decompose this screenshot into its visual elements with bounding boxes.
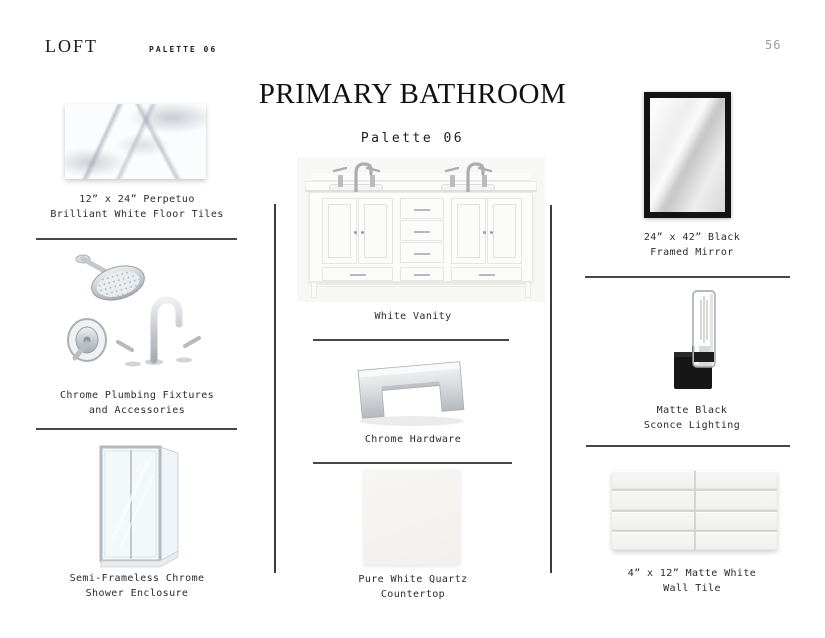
center-divider-1 — [313, 339, 509, 341]
page-number: 56 — [765, 38, 782, 52]
plumbing-caption — [26, 388, 248, 418]
wall-tile-cell — [612, 471, 694, 489]
vanity-faucet-right-icon — [436, 157, 500, 195]
sconce-light-image — [668, 288, 726, 392]
vanity-caption — [303, 309, 523, 324]
hardware-caption — [303, 432, 523, 447]
hardware-caption-line1: Chrome Hardware — [364, 434, 462, 445]
white-vanity-image — [297, 157, 545, 302]
wall-tile-caption — [585, 566, 799, 596]
page-title: PRIMARY BATHROOM — [258, 78, 567, 110]
shower-caption-line1: Semi-Frameless Chrome — [69, 573, 205, 584]
quartz-caption — [303, 572, 523, 602]
floor-tile-image — [65, 104, 206, 179]
vanity-leg — [311, 282, 317, 298]
vanity-door — [322, 198, 357, 264]
floor-tile-caption — [26, 192, 248, 222]
vertical-divider-left — [274, 204, 276, 573]
shower-caption — [26, 571, 248, 601]
wall-tile-cell — [696, 491, 778, 509]
floor-tile-caption-line2: Brilliant White Floor Tiles — [50, 209, 224, 220]
wall-tile-cell — [696, 512, 778, 530]
vanity-drawer — [400, 267, 444, 281]
right-divider-1 — [585, 276, 790, 278]
plumbing-caption-line1: Chrome Plumbing Fixtures — [59, 390, 215, 401]
chrome-hardware-image — [346, 350, 476, 430]
vanity-drawer — [322, 267, 393, 281]
vanity-base-rail — [311, 284, 531, 287]
bar-pull-icon — [358, 362, 464, 419]
brand-logo: LOFT — [45, 36, 98, 56]
shower-enclosure-image — [98, 441, 183, 569]
wall-tile-cell — [696, 471, 778, 489]
vanity-drawer — [400, 242, 444, 263]
shower-valve-icon — [68, 319, 106, 361]
shower-head-icon — [76, 255, 148, 306]
center-divider-2 — [313, 462, 512, 464]
right-divider-2 — [586, 445, 790, 447]
vertical-divider-right — [550, 205, 552, 573]
plumbing-caption-line2: and Accessories — [88, 405, 186, 416]
vanity-caption-line1: White Vanity — [374, 311, 452, 322]
wall-tile-cell — [612, 491, 694, 509]
sconce-caption-line1: Matte Black — [656, 405, 728, 416]
vanity-cabinet — [309, 192, 533, 282]
vanity-knob — [490, 231, 493, 234]
left-divider-2 — [36, 428, 237, 430]
vanity-knob — [354, 231, 357, 234]
left-divider-1 — [36, 238, 237, 240]
quartz-caption-line2: Countertop — [380, 589, 446, 600]
vanity-leg — [525, 282, 531, 298]
black-framed-mirror-image — [644, 92, 731, 218]
floor-tile-caption-line1: 12” x 24” Perpetuo — [79, 194, 195, 205]
wall-tile-cell — [696, 532, 778, 550]
wall-tile-caption-line2: Wall Tile — [663, 583, 721, 594]
wall-tile-caption-line1: 4” x 12” Matte White — [627, 568, 757, 579]
wall-tile-image — [612, 471, 777, 550]
mirror-caption-line1: 24” x 42” Black — [643, 232, 741, 243]
vanity-drawer — [451, 267, 522, 281]
quartz-caption-line1: Pure White Quartz — [358, 574, 468, 585]
page-subtitle: Palette 06 — [360, 131, 465, 146]
vanity-door — [451, 198, 486, 264]
vanity-knob — [483, 231, 486, 234]
mirror-caption — [585, 230, 799, 260]
header-palette-label: PALETTE 06 — [149, 45, 218, 54]
sconce-caption-line2: Sconce Lighting — [643, 420, 741, 431]
vanity-faucet-left-icon — [324, 157, 388, 195]
shower-caption-line2: Shower Enclosure — [85, 588, 189, 599]
wall-tile-cell — [612, 512, 694, 530]
vanity-knob — [361, 231, 364, 234]
sconce-caption — [585, 403, 799, 433]
mirror-caption-line2: Framed Mirror — [650, 247, 734, 258]
vanity-drawer — [400, 220, 444, 241]
wall-tile-cell — [612, 532, 694, 550]
quartz-swatch-image — [364, 470, 460, 565]
widespread-faucet-icon — [118, 300, 199, 367]
vanity-drawer — [400, 198, 444, 219]
plumbing-fixtures-image — [62, 248, 218, 384]
